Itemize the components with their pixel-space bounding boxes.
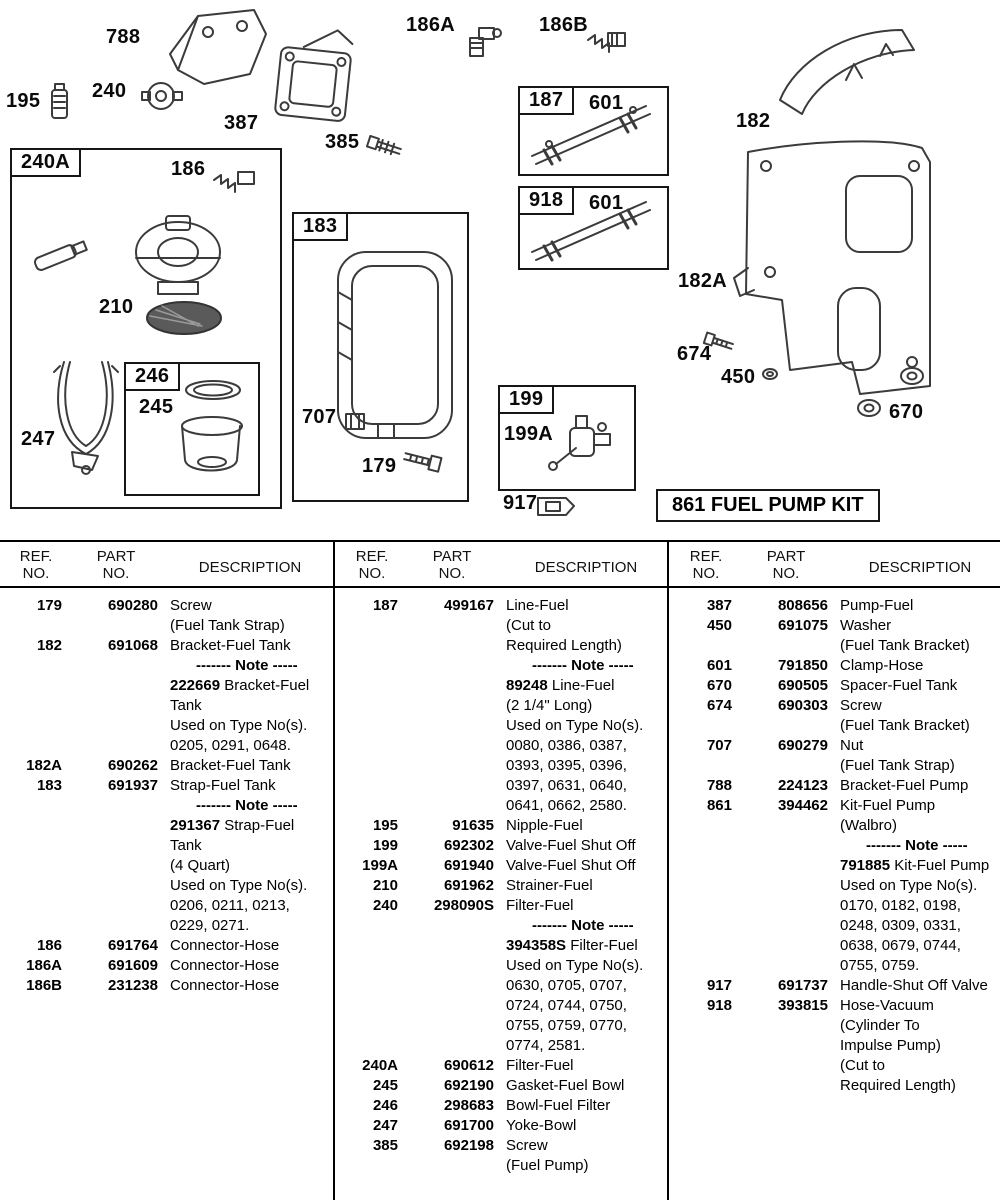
diagram-label-182: 182 <box>736 110 771 132</box>
description-line: 0170, 0182, 0198, <box>840 897 961 914</box>
description-line: Required Length) <box>506 637 622 654</box>
description-line: ------- Note ----- <box>196 797 298 814</box>
ref-no: 385 <box>372 1137 398 1154</box>
parts-table-column-2 <box>336 542 666 1176</box>
part-no-header: PART NO. <box>766 548 806 582</box>
table-row <box>346 836 666 856</box>
ref-no: 179 <box>36 597 62 614</box>
part-no: 692190 <box>443 1077 494 1094</box>
ref-no: 186 <box>36 937 62 954</box>
description-line: Used on Type No(s). <box>840 877 978 894</box>
part-no-header: PART NO. <box>432 548 472 582</box>
part-no: 691940 <box>443 857 494 874</box>
description-line: Screw <box>170 597 212 614</box>
ref-no: 601 <box>706 657 732 674</box>
part-no: 690280 <box>107 597 158 614</box>
table-body <box>670 586 1000 1096</box>
diagram-label-186B: 186B <box>539 14 589 36</box>
description <box>170 956 330 976</box>
diagram-label-385: 385 <box>325 131 360 153</box>
table-row <box>346 596 666 816</box>
table-row <box>10 596 330 636</box>
ref-no: 186A <box>26 957 62 974</box>
description <box>840 616 1000 656</box>
description-line: Tank <box>170 697 202 714</box>
description <box>840 796 1000 976</box>
table-row <box>10 956 330 976</box>
diagram-label-247: 247 <box>21 428 56 450</box>
table-row <box>346 876 666 896</box>
description-line: 0229, 0271. <box>170 917 250 934</box>
description <box>506 1116 666 1136</box>
part-no: 393815 <box>777 997 828 1014</box>
diagram-label-601a: 601 <box>589 92 624 114</box>
table-column-divider <box>667 540 669 1200</box>
description <box>506 596 666 816</box>
table-header-row <box>0 542 330 586</box>
description <box>170 936 330 956</box>
description <box>840 976 1000 996</box>
description-line: Washer <box>840 617 892 634</box>
description-line: Nipple-Fuel <box>506 817 583 834</box>
part-no-header: PART NO. <box>96 548 136 582</box>
description <box>506 896 666 1056</box>
description-line: Bracket-Fuel Pump <box>840 777 969 794</box>
description-line: 0393, 0395, 0396, <box>506 757 627 774</box>
description-line: (Fuel Tank Bracket) <box>840 717 970 734</box>
table-header-row <box>336 542 666 586</box>
description-line: Bracket-Fuel Tank <box>170 757 291 774</box>
ref-no: 247 <box>372 1117 398 1134</box>
ref-no: 210 <box>372 877 398 894</box>
ref-no: 246 <box>372 1097 398 1114</box>
description-line: ------- Note ----- <box>532 657 634 674</box>
table-row <box>346 1056 666 1076</box>
description-line: Gasket-Fuel Bowl <box>506 1077 625 1094</box>
description <box>506 1076 666 1096</box>
description <box>840 656 1000 676</box>
ref-no-header: REF. NO. <box>19 548 53 582</box>
description-line: 791885 Kit-Fuel Pump <box>840 857 990 874</box>
description-line: Strainer-Fuel <box>506 877 593 894</box>
parts-table-column-3 <box>670 542 1000 1096</box>
description-line: Filter-Fuel <box>506 897 574 914</box>
table-column-divider <box>333 540 335 1200</box>
diagram-label-199A: 199A <box>504 423 554 445</box>
description <box>506 816 666 836</box>
diagram-label-210: 210 <box>99 296 134 318</box>
part-no: 91635 <box>452 817 494 834</box>
description-line: ------- Note ----- <box>532 917 634 934</box>
diagram-label-179: 179 <box>362 455 397 477</box>
description-line: Spacer-Fuel Tank <box>840 677 958 694</box>
ref-no: 182A <box>26 757 62 774</box>
description-line: ------- Note ----- <box>196 657 298 674</box>
diagram-label-245: 245 <box>139 396 174 418</box>
table-row <box>10 776 330 936</box>
part-no: 692302 <box>443 837 494 854</box>
part-no: 690262 <box>107 757 158 774</box>
diagram-label-670: 670 <box>889 401 924 423</box>
description-line: Used on Type No(s). <box>506 957 644 974</box>
ref-no: 450 <box>706 617 732 634</box>
part-no: 690279 <box>777 737 828 754</box>
description <box>506 876 666 896</box>
description-line: 0638, 0679, 0744, <box>840 937 961 954</box>
part-no: 691609 <box>107 957 158 974</box>
description <box>840 996 1000 1096</box>
description-line: Used on Type No(s). <box>170 717 308 734</box>
description-line: Nut <box>840 737 864 754</box>
description <box>506 1056 666 1076</box>
diagram-label-674: 674 <box>677 343 712 365</box>
ref-no: 918 <box>706 997 732 1014</box>
ref-no: 707 <box>706 737 732 754</box>
ref-no: 187 <box>372 597 398 614</box>
description-line: (Cut to <box>840 1057 886 1074</box>
description-line: Line-Fuel <box>506 597 569 614</box>
description-line: 0206, 0211, 0213, <box>170 897 290 914</box>
ref-no: 917 <box>706 977 732 994</box>
table-row <box>346 1136 666 1176</box>
description-line: 0080, 0386, 0387, <box>506 737 627 754</box>
description-line: Handle-Shut Off Valve <box>840 977 988 994</box>
diagram-label-199: 199 <box>498 385 554 414</box>
part-no: 691937 <box>107 777 158 794</box>
part-no: 690612 <box>443 1057 494 1074</box>
table-row <box>680 976 1000 996</box>
part-no: 691962 <box>443 877 494 894</box>
description-line: 0641, 0662, 2580. <box>506 797 627 814</box>
table-row <box>680 676 1000 696</box>
diagram-label-240: 240 <box>92 80 127 102</box>
part-no: 394462 <box>777 797 828 814</box>
description-line: ------- Note ----- <box>866 837 968 854</box>
part-no: 791850 <box>777 657 828 674</box>
ref-no-header: REF. NO. <box>355 548 389 582</box>
diagram-label-182A: 182A <box>678 270 728 292</box>
description-line: Bracket-Fuel Tank <box>170 637 291 654</box>
ref-no: 199A <box>362 857 398 874</box>
description <box>506 1136 666 1176</box>
table-row <box>10 936 330 956</box>
part-no: 691737 <box>777 977 828 994</box>
diagram-label-387: 387 <box>224 112 259 134</box>
exploded-parts-diagram <box>0 0 1000 540</box>
description-line: Connector-Hose <box>170 977 280 994</box>
description <box>840 776 1000 796</box>
part-no: 691764 <box>107 937 158 954</box>
table-row <box>10 976 330 996</box>
description-line: 0755, 0759. <box>840 957 920 974</box>
parts-table <box>0 540 1000 1200</box>
description-line: Kit-Fuel Pump <box>840 797 936 814</box>
description-line: (4 Quart) <box>170 857 231 874</box>
description-line: Screw <box>840 697 882 714</box>
description-line: Connector-Hose <box>170 937 280 954</box>
description-line: (Walbro) <box>840 817 897 834</box>
ref-no: 674 <box>706 697 732 714</box>
table-body <box>0 586 330 996</box>
diagram-label-246: 246 <box>124 362 180 391</box>
description-line: Required Length) <box>840 1077 956 1094</box>
diagram-label-183: 183 <box>292 212 348 241</box>
table-row <box>346 1096 666 1116</box>
description-line: 0205, 0291, 0648. <box>170 737 291 754</box>
table-row <box>346 896 666 1056</box>
description-line: Filter-Fuel <box>506 1057 574 1074</box>
part-no: 690505 <box>777 677 828 694</box>
table-row <box>680 696 1000 736</box>
description-line: Used on Type No(s). <box>506 717 644 734</box>
table-row <box>680 796 1000 976</box>
part-no: 808656 <box>777 597 828 614</box>
description-line: 0248, 0309, 0331, <box>840 917 961 934</box>
table-body <box>336 586 666 1176</box>
description-line: Strap-Fuel Tank <box>170 777 276 794</box>
description <box>170 776 330 936</box>
part-no: 691075 <box>777 617 828 634</box>
description-line: Impulse Pump) <box>840 1037 941 1054</box>
part-no: 691700 <box>443 1117 494 1134</box>
description-header: DESCRIPTION <box>534 558 638 576</box>
table-row <box>680 656 1000 676</box>
description-line: (Fuel Tank Bracket) <box>840 637 970 654</box>
diagram-label-707: 707 <box>302 406 337 428</box>
ref-no: 240 <box>372 897 398 914</box>
description-line: 89248 Line-Fuel <box>506 677 615 694</box>
description-line: Valve-Fuel Shut Off <box>506 837 636 854</box>
part-no: 298683 <box>443 1097 494 1114</box>
fuel-pump-kit-label: 861 FUEL PUMP KIT <box>656 489 880 522</box>
diagram-label-788: 788 <box>106 26 141 48</box>
table-header-row <box>670 542 1000 586</box>
ref-no: 240A <box>362 1057 398 1074</box>
description-line: 291367 Strap-Fuel <box>170 817 295 834</box>
ref-no: 183 <box>36 777 62 794</box>
ref-no: 861 <box>706 797 732 814</box>
table-row <box>680 616 1000 656</box>
description-line: 0724, 0744, 0750, <box>506 997 627 1014</box>
description-line: 0774, 2581. <box>506 1037 586 1054</box>
description <box>170 596 330 636</box>
description-line: Bowl-Fuel Filter <box>506 1097 611 1114</box>
description <box>170 756 330 776</box>
description <box>506 836 666 856</box>
ref-no: 387 <box>706 597 732 614</box>
table-row <box>680 776 1000 796</box>
description-line: Yoke-Bowl <box>506 1117 577 1134</box>
part-no: 231238 <box>107 977 158 994</box>
ref-no: 670 <box>706 677 732 694</box>
description <box>170 976 330 996</box>
description-line: Hose-Vacuum <box>840 997 934 1014</box>
description-line: (Cut to <box>506 617 552 634</box>
diagram-label-918: 918 <box>518 186 574 215</box>
description <box>840 596 1000 616</box>
ref-no: 788 <box>706 777 732 794</box>
description-line: (Fuel Pump) <box>506 1157 589 1174</box>
table-row <box>680 596 1000 616</box>
description-line: 222669 Bracket-Fuel <box>170 677 310 694</box>
ref-no: 182 <box>36 637 62 654</box>
description-line: 0397, 0631, 0640, <box>506 777 627 794</box>
description-line: (Cylinder To <box>840 1017 920 1034</box>
table-row <box>10 636 330 756</box>
description <box>840 696 1000 736</box>
diagram-label-917: 917 <box>503 492 538 514</box>
diagram-label-601b: 601 <box>589 192 624 214</box>
diagram-label-186A: 186A <box>406 14 456 36</box>
description-line: Tank <box>170 837 202 854</box>
ref-no: 245 <box>372 1077 398 1094</box>
description-line: (2 1/4" Long) <box>506 697 593 714</box>
part-no: 499167 <box>443 597 494 614</box>
diagram-label-195: 195 <box>6 90 41 112</box>
description-line: 394358S Filter-Fuel <box>506 937 638 954</box>
diagram-label-450: 450 <box>721 366 756 388</box>
table-row <box>680 736 1000 776</box>
parts-table-column-1 <box>0 542 330 996</box>
description-header: DESCRIPTION <box>868 558 972 576</box>
table-row <box>346 1076 666 1096</box>
ref-no: 195 <box>372 817 398 834</box>
part-no: 691068 <box>107 637 158 654</box>
diagram-label-186: 186 <box>171 158 206 180</box>
description <box>506 856 666 876</box>
table-row <box>346 1116 666 1136</box>
description-line: 0630, 0705, 0707, <box>506 977 627 994</box>
diagram-label-187: 187 <box>518 86 574 115</box>
description <box>840 676 1000 696</box>
description-line: 0755, 0759, 0770, <box>506 1017 627 1034</box>
description-line: Clamp-Hose <box>840 657 924 674</box>
table-row <box>346 816 666 836</box>
diagram-label-240A: 240A <box>10 148 81 177</box>
part-no: 692198 <box>443 1137 494 1154</box>
part-no: 690303 <box>777 697 828 714</box>
diagram-labels-layer <box>0 0 1000 540</box>
description-line: (Fuel Tank Strap) <box>840 757 955 774</box>
table-row <box>10 756 330 776</box>
part-no: 224123 <box>777 777 828 794</box>
description <box>506 1096 666 1116</box>
table-row <box>346 856 666 876</box>
description-line: Connector-Hose <box>170 957 280 974</box>
description-line: (Fuel Tank Strap) <box>170 617 285 634</box>
description-header: DESCRIPTION <box>198 558 302 576</box>
ref-no: 186B <box>26 977 62 994</box>
ref-no: 199 <box>372 837 398 854</box>
description-line: Screw <box>506 1137 548 1154</box>
description-line: Pump-Fuel <box>840 597 914 614</box>
description <box>170 636 330 756</box>
table-row <box>680 996 1000 1096</box>
part-no: 298090S <box>433 897 494 914</box>
description-line: Used on Type No(s). <box>170 877 308 894</box>
ref-no-header: REF. NO. <box>689 548 723 582</box>
description-line: Valve-Fuel Shut Off <box>506 857 636 874</box>
description <box>840 736 1000 776</box>
